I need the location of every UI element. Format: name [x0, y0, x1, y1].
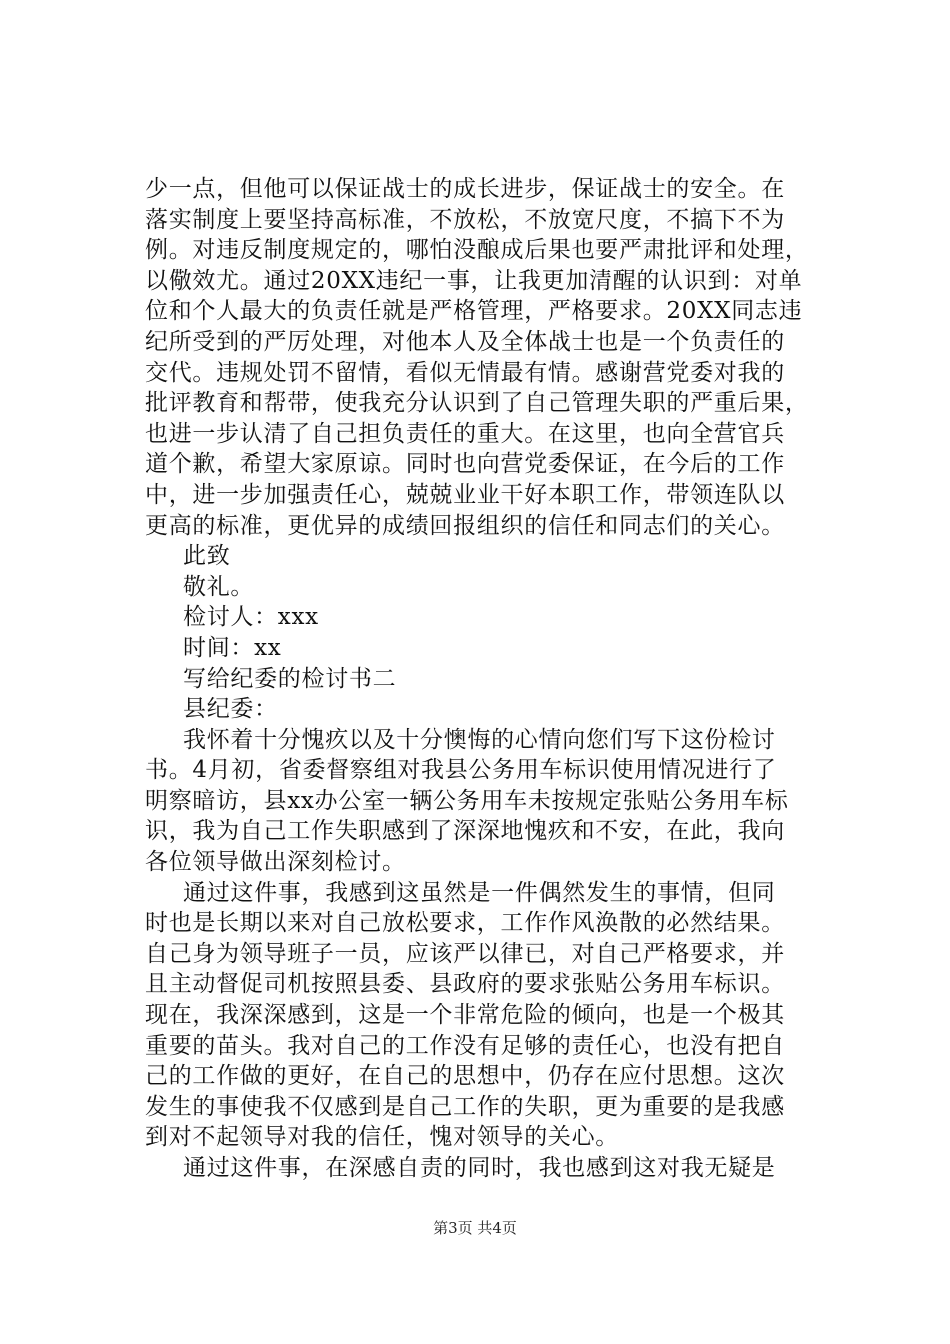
text-line: 通过这件事，在深感自责的同时，我也感到这对我无疑是: [183, 1155, 776, 1181]
text-line: 更高的标准，更优异的成绩回报组织的信任和同志们的关心。: [145, 512, 785, 539]
text-line: 重要的苗头。我对自己的工作没有足够的责任心，也没有把自: [145, 1032, 785, 1059]
text-line: 书。4月初，省委督察组对我县公务用车标识使用情况进行了: [145, 757, 777, 784]
text-line: 例。对违反制度规定的，哪怕没酿成后果也要严肃批评和处理，: [145, 237, 809, 264]
text-line: 少一点，但他可以保证战士的成长进步，保证战士的安全。在: [145, 176, 785, 202]
text-line: 以儆效尤。通过20XX违纪一事，让我更加清醒的认识到：对单: [145, 267, 803, 294]
text-line: 写给纪委的检讨书二: [183, 665, 397, 692]
text-line: 落实制度上要坚持高标准，不放松，不放宽尺度，不搞下不为: [145, 206, 785, 233]
text-line: 自己身为领导班子一员，应该严以律已，对自己严格要求，并: [145, 940, 785, 967]
text-line: 县纪委：: [183, 696, 278, 723]
text-line: 且主动督促司机按照县委、县政府的要求张贴公务用车标识。: [145, 971, 785, 998]
page-footer: 第3页 共4页: [433, 1219, 517, 1237]
text-line: 时也是长期以来对自己放松要求，工作作风涣散的必然结果。: [145, 910, 785, 937]
text-line: 交代。违规处罚不留情，看似无情最有情。感谢营党委对我的: [145, 359, 785, 386]
text-line: 通过这件事，我感到这虽然是一件偶然发生的事情，但同: [183, 879, 776, 906]
text-line: 现在，我深深感到，这是一个非常危险的倾向，也是一个极其: [145, 1002, 785, 1029]
text-line: 中，进一步加强责任心，兢兢业业干好本职工作，带领连队以: [145, 481, 785, 508]
document-body: [145, 174, 835, 1184]
text-line: 位和个人最大的负责任就是严格管理，严格要求。20XX同志违: [145, 298, 803, 325]
text-line: 检讨人：xxx: [183, 604, 319, 631]
text-line: 明察暗访，县xx办公室一辆公务用车未按规定张贴公务用车标: [145, 787, 789, 814]
text-line: 到对不起领导对我的信任，愧对领导的关心。: [145, 1124, 619, 1151]
text-line: 己的工作做的更好，在自己的思想中，仍存在应付思想。这次: [145, 1063, 785, 1090]
text-line: 批评教育和帮带，使我充分认识到了自己管理失职的严重后果，: [145, 390, 809, 417]
text-line: 各位领导做出深刻检讨。: [145, 849, 406, 876]
text-line: 此致: [183, 543, 231, 570]
text-line: 我怀着十分愧疚以及十分懊悔的心情向您们写下这份检讨: [183, 726, 776, 753]
text-line: 也进一步认清了自己担负责任的重大。在这里，也向全营官兵: [145, 420, 785, 447]
text-line: 发生的事使我不仅感到是自己工作的失职，更为重要的是我感: [145, 1093, 785, 1120]
text-line: 识，我为自己工作失职感到了深深地愧疚和不安，在此，我向: [145, 818, 785, 845]
text-line: 敬礼。: [183, 573, 255, 600]
text-line: 纪所受到的严厉处理，对他本人及全体战士也是一个负责任的: [145, 328, 785, 355]
text-line: 道个歉，希望大家原谅。同时也向营党委保证，在今后的工作: [145, 451, 785, 478]
text-line: 时间：xx: [183, 634, 282, 661]
